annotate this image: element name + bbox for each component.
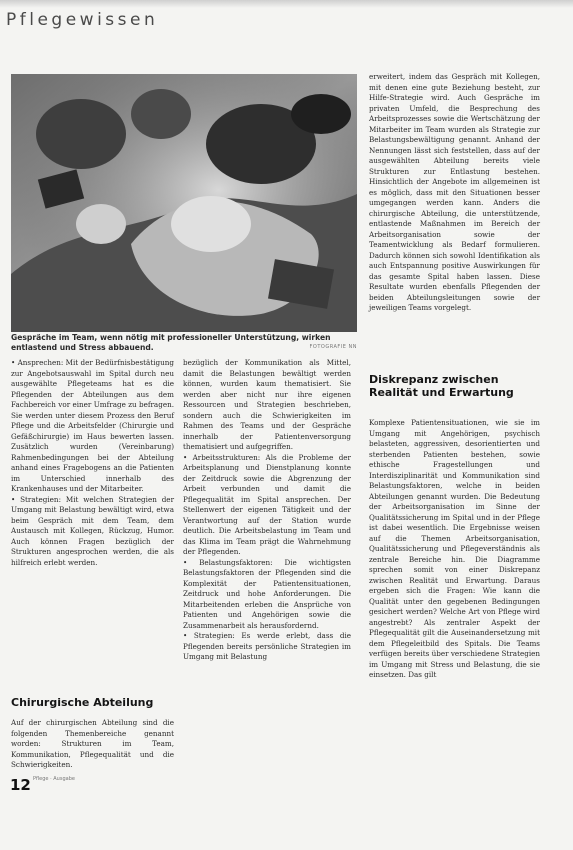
photo-caption: [11, 333, 357, 352]
section-header-title: Pflegewissen: [6, 10, 159, 30]
article-column-right-bottom: Komplexe Patientensituationen, wie sie im Umgang mit Angehörigen, psychisch belasteten, aggressiven, desorientierten und sterbenden Patienten bestehen, sowie ethische Fragestellungen und Interdisziplinarität und Kommunikation sind Belastungsfaktoren, welche in beiden Abteilungen genannt wurden. Die Bedeutung der Arbeitsorganisation im Sinne der Qualitätssicherung im Spital und in der Pflege ist dabei wesentlich. Die Ergebnisse weisen auf die Themen Arbeitsorganisation, Qualitätssicherung und Pflegeverständnis als zentrale Bereiche hin. Die Diagramme sprechen somit von einer Diskrepanz zwischen Realität und Erwartung. Daraus ergeben sich die Fragen: Wie kann die Qualität unter den gegebenen Bedingungen gesichert werden? Welche Art von Pflege wird angestrebt? Als zentraler Aspekt der Pflegequalität gilt die Auseinandersetzung mit dem Pflegeleitbild des Spitals. Die Teams verfügen bereits über verschiedene Strategien im Umgang mit Stress und Belastung, die sie einsetzen. Das gilt: [369, 418, 540, 679]
article-column-middle: bezüglich der Kommunikation als Mittel, damit die Belastungen bewältigt werden können, wurden kaum thematisiert. Sie werden aber nicht nur ihre eigenen Ressourcen und Strategien beschrieben, sondern auch die Schwierigkeiten im Rahmen des Teams und der Gespräche innerhalb der Patientenversorgung thematisiert und aufgegriffen. • Arbeitsstrukturen: Als die Probleme der Arbeitsplanung und Dienstplanung konnte der Zeitdruck sowie die Abgrenzung der Arbeit verbunden und damit die Pflegequalität im Spital ansprechen. Der Stellenwert der eigenen Tätigkeit und der Verantwortung auf der Station wurde deutlich. Die Arbeitsbelastung im Team und das Klima im Team prägt die Wahrnehmung der Pflegenden. • Belastungsfaktoren: Die wichtigsten Belastungsfaktoren der Pflegenden sind die Komplexität der Patientensituationen, Zeitdruck und hohe Anforderungen. Die Mitarbeitenden erleben die Ansprüche von Patienten und Angehörigen sowie die Zusammenarbeit als herausfordernd. • Strategien: Es werde erlebt, dass die Pflegenden bereits persönliche Strategien im Umgang mit Belastung: [183, 358, 351, 661]
section-heading-diskrepanz: Diskrepanz zwischen Realität und Erwartung: [369, 373, 514, 399]
scan-shadow: [0, 0, 573, 8]
article-column-right-top: erweitert, indem das Gespräch mit Kollegen, mit denen eine gute Beziehung besteht, zur Hilfe-Strategie wird. Auch Gespräche im privaten Umfeld, die Besprechung des Arbeitsprozesses sowie die Wertschätzung der Mitarbeiter im Team wurden als Strategie zur Belastungsbewältigung genannt. Anhand der Nennungen lässt sich feststellen, dass auf der ausgewählten Abteilung bereits viele Strukturen zur Entlastung bestehen. Hinsichtlich der Angebote im allgemeinen ist es möglich, dass mit den Situationen besser umgegangen werden kann. Anders die chirurgische Abteilung, die unterstützende, entlastende Maßnahmen im Bereich der Arbeitsorganisation sowie der Teamentwicklung als Bedarf formulieren. Dadurch können sich sowohl Identifikation als auch Entspannung positive Auswirkungen für das gesamte Spital haben lassen. Diese Resultate wurden ebenfalls Pflegenden der beiden Abteilungsleitungen sowie der jeweiligen Teams vorgelegt.: [369, 72, 540, 312]
photo-credit: FOTOGRAFIE NN: [309, 343, 357, 350]
photo-caption-text: Gespräche im Team, wenn nötig mit professioneller Unterstützung, wirken entlastend und Stress abbauend.: [11, 333, 331, 352]
article-column-left-bottom: Auf der chirurgischen Abteilung sind die folgenden Themenbereiche genannt worden: Strukturen im Team, Kommunikation, Pflegequalität und die Schwierigkeiten.: [11, 718, 174, 769]
article-column-left: • Ansprechen: Mit der Bedürfnisbestätigung zur Angebotsauswahl im Spital durch neu ausgewählte Pflegeteams hat es die Pflegenden der Abteilungen aus dem Fachbereich vor einer Umfrage zu befragen. Sie werden unter diesem Prozess den Beruf Pflege und die Arbeitsfelder (Chirurgie und Gefäßchirurgie) im Haus bewerten lassen. Zusätzlich wurden (Vereinbarung) Rahmenbedingungen bei der Abteilung anhand eines Fragebogens an die Patienten im Unterschied innerhalb des Krankenhauses und der Mitarbeiter. • Strategien: Mit welchen Strategien der Umgang mit Belastung bewältigt wird, etwa beim Gespräch mit dem Team, dem Austausch mit Kollegen, Rückzug, Humor. Auch können Fragen bezüglich der Strukturen angesprochen werden, die als hilfreich erlebt werden.: [11, 358, 174, 567]
photo-illustration: [11, 74, 357, 332]
team-discussion-photo: [11, 74, 357, 332]
footer-publication: Pflege · Ausgabe: [33, 776, 75, 782]
section-heading-chirurgie: Chirurgische Abteilung: [11, 696, 154, 709]
page-number: 12: [10, 776, 31, 794]
